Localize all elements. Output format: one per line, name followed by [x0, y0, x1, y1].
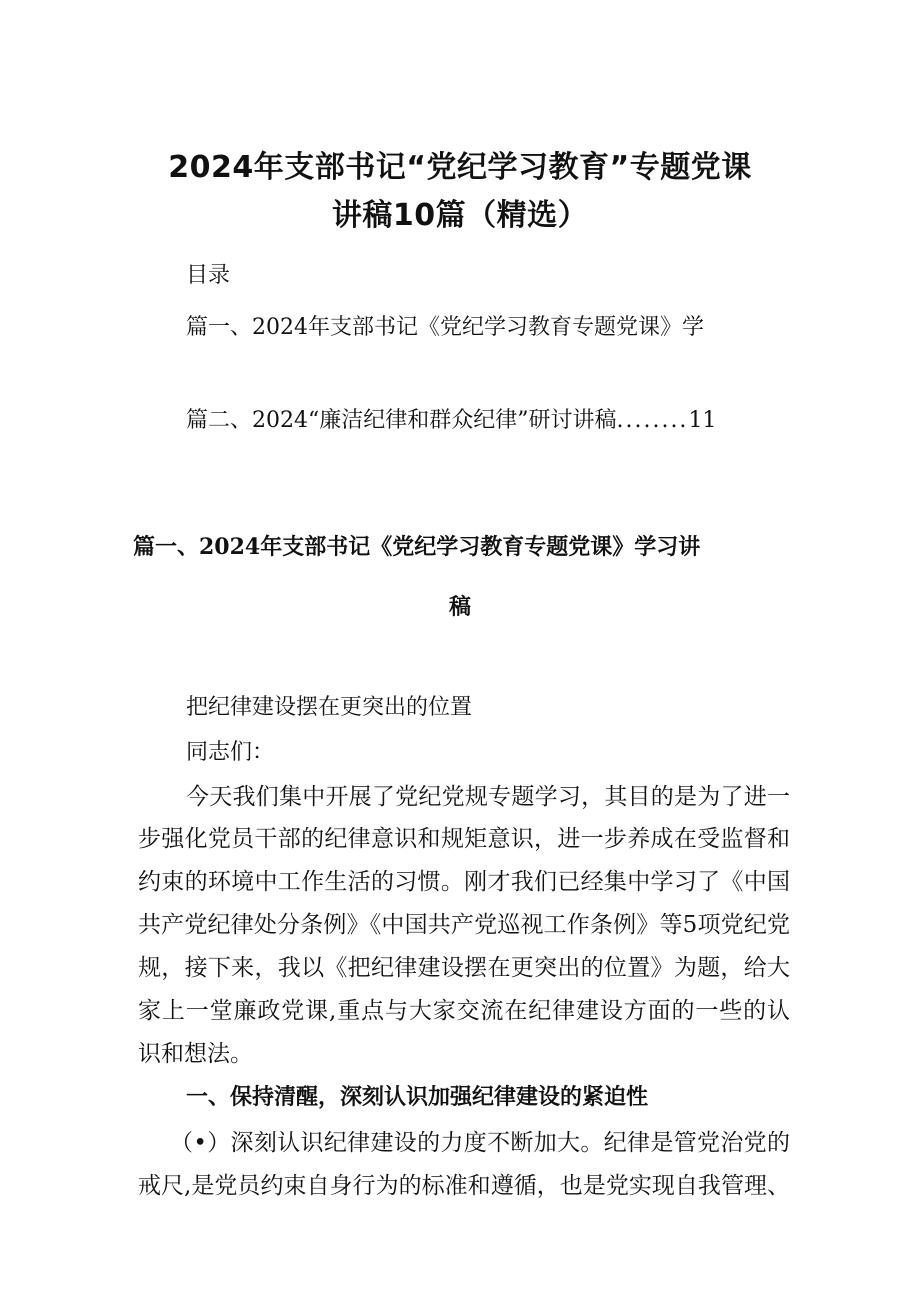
toc-item-2-dots: ........: [616, 408, 689, 433]
body-line-4: 共产党纪律处分条例》《中国共产党巡视工作条例》等5项党纪党: [138, 912, 790, 938]
section-title-line-1: 篇一、2024年支部书记《党纪学习教育专题党课》学习讲: [133, 534, 701, 560]
body-line-3: 约束的环境中工作生活的习惯。刚才我们已经集中学习了《中国: [138, 869, 790, 895]
body-line-2: 步强化党员干部的纪律意识和规矩意识，进一步养成在受监督和: [138, 826, 790, 852]
body-line-5: 规，接下来，我以《把纪律建设摆在更突出的位置》为题，给大: [138, 955, 790, 981]
body-line-1: 今天我们集中开展了党纪党规专题学习，其目的是为了进一: [186, 784, 790, 810]
document-title-line-1: 2024年支部书记“党纪学习教育”专题党课: [168, 150, 752, 185]
sub-body-line-2: 戒尺,是党员约束自身行为的标准和遵循，也是党实现自我管理、: [138, 1173, 790, 1199]
body-line-7: 识和想法。: [138, 1041, 253, 1067]
toc-item-1[interactable]: [186, 310, 704, 341]
toc-item-2[interactable]: [186, 403, 716, 434]
section-heading-1: 一、保持清醒，深刻认识加强纪律建设的紧迫性: [186, 1085, 649, 1110]
section-title-line-2: 稿: [448, 594, 471, 620]
toc-heading: 目录: [186, 263, 231, 288]
document-title-line-2: 讲稿10篇（精选）: [331, 198, 589, 233]
sub-body-line-1: （•）深刻认识纪律建设的力度不断加大。纪律是管党治党的: [170, 1130, 790, 1156]
toc-item-2-page: 11: [688, 408, 717, 433]
toc-item-2-text: 篇二、2024“廉洁纪律和群众纪律”研讨讲稿: [186, 408, 617, 433]
body-line-6: 家上一堂廉政党课,重点与大家交流在纪律建设方面的一些的认: [138, 998, 790, 1024]
toc-item-1-text: 篇一、2024年支部书记《党纪学习教育专题党课》学: [186, 315, 704, 340]
speech-subtitle: 把纪律建设摆在更突出的位置: [186, 695, 473, 720]
salutation: 同志们：: [186, 740, 275, 765]
